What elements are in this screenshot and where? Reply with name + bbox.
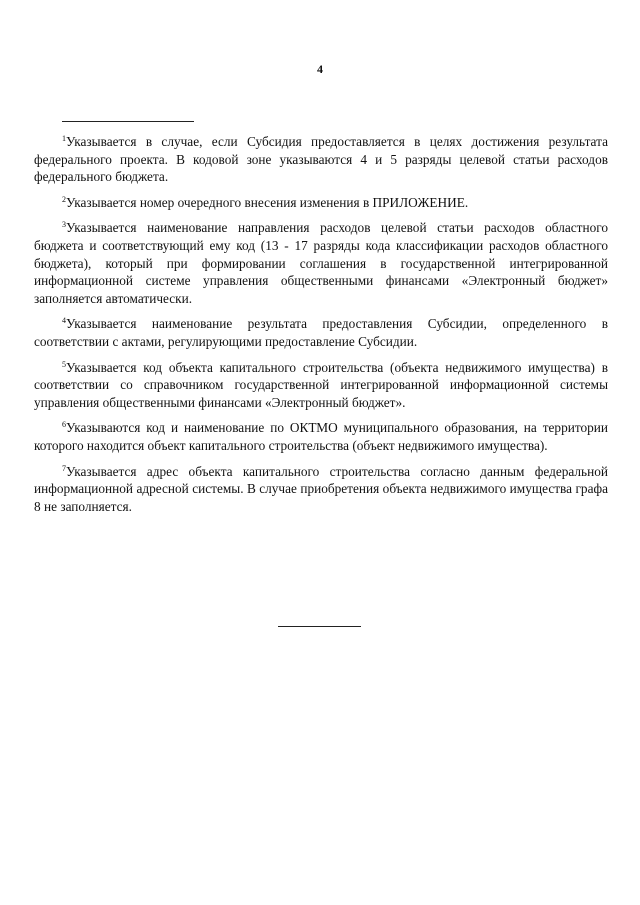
footnote-marker: 1 bbox=[62, 134, 66, 143]
page-number: 4 bbox=[317, 62, 323, 76]
footnote-text: Указывается наименование направления расходов целевой статьи расходов областного бюджета и соответствующий ему код (13 - 17 разряды кода классификации расходов областного бюджета), который при формировании соглашения в государственной интегрированной информационной системе управления общественными финансами «Электронный бюджет» заполняется автоматически. bbox=[34, 220, 608, 306]
footnote-marker: 7 bbox=[62, 463, 66, 473]
footnote-marker: 5 bbox=[62, 359, 66, 369]
end-of-document-line bbox=[278, 626, 361, 627]
footnotes-section bbox=[34, 133, 608, 523]
footnote-3 bbox=[34, 219, 608, 307]
footnote-text: Указываются код и наименование по ОКТМО муниципального образования, на территории которого находится объект капитального строительства (объект недвижимого имущества). bbox=[34, 420, 608, 453]
footnote-5 bbox=[34, 359, 608, 412]
footnote-marker: 6 bbox=[62, 420, 66, 430]
footnote-marker: 4 bbox=[62, 316, 66, 326]
footnote-6 bbox=[34, 419, 608, 454]
footnote-separator-line bbox=[62, 121, 194, 122]
footnote-text: Указывается код объекта капитального строительства (объекта недвижимого имущества) в соответствии со справочником государственной интегрированной информационной системы управления общественными финансами «Электронный бюджет». bbox=[34, 359, 608, 410]
footnote-1 bbox=[34, 133, 608, 186]
footnote-text: Указывается номер очередного внесения изменения в ПРИЛОЖЕНИЕ. bbox=[66, 194, 469, 210]
footnote-text: Указывается в случае, если Субсидия предоставляется в целях достижения результата федерального проекта. В кодовой зоне указываются 4 и 5 разряды целевой статьи расходов федерального бюджета. bbox=[34, 134, 608, 185]
footnote-marker: 3 bbox=[62, 220, 66, 230]
footnote-7 bbox=[34, 463, 608, 516]
footnote-marker: 2 bbox=[62, 194, 66, 204]
footnote-text: Указывается адрес объекта капитального строительства согласно данным федеральной информационной адресной системы. В случае приобретения объекта недвижимого имущества графа 8 не заполняется. bbox=[34, 463, 608, 514]
footnote-4 bbox=[34, 315, 608, 350]
footnote-text: Указывается наименование результата предоставления Субсидии, определенного в соответствии с актами, регулирующими предоставление Субсидии. bbox=[34, 316, 608, 349]
footnote-2 bbox=[34, 194, 608, 212]
